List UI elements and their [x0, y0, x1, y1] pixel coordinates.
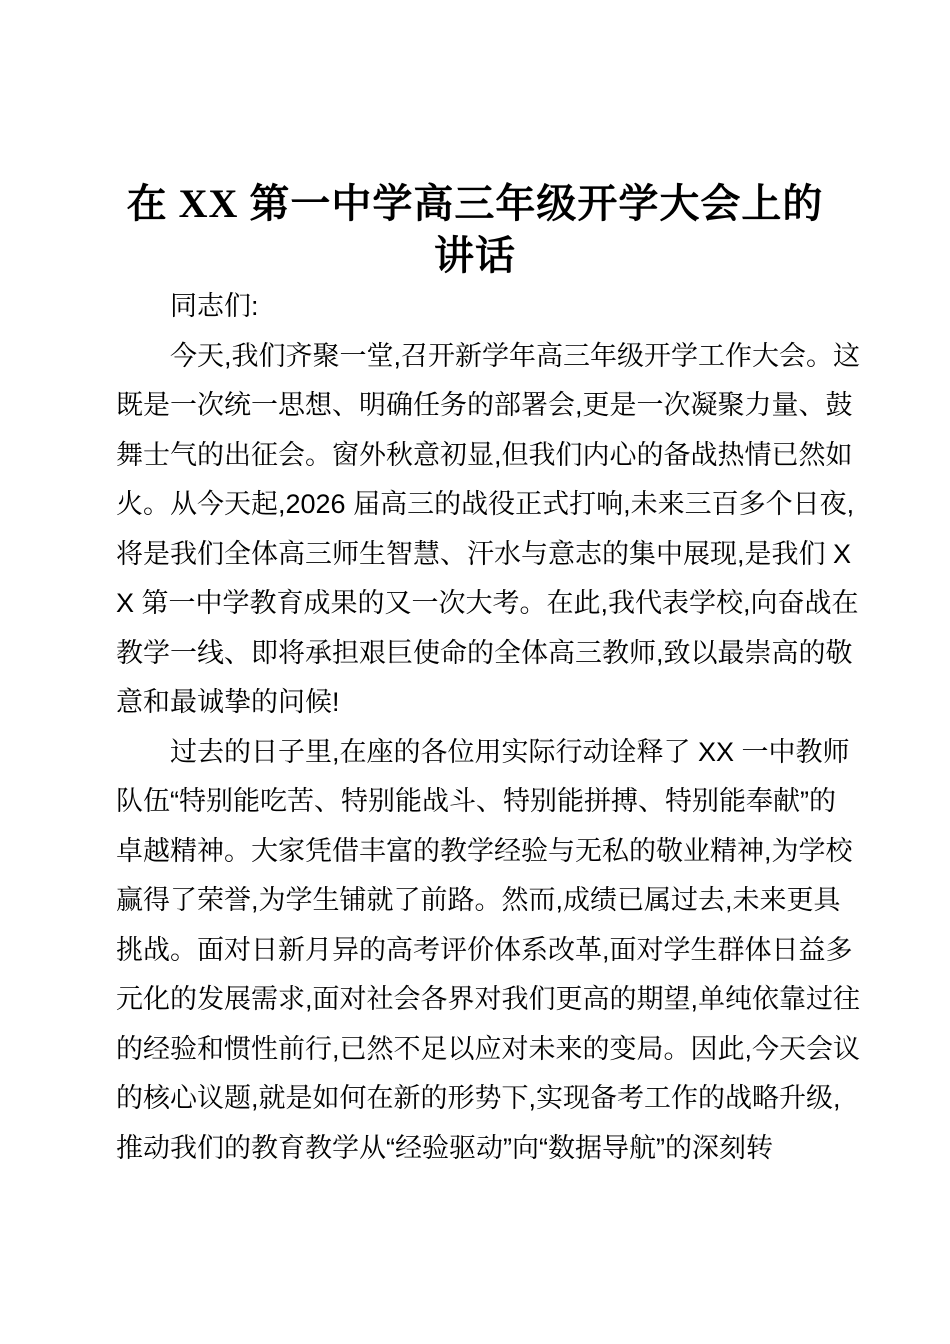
document-title: [85, 178, 865, 282]
paragraph-2: 过去的日子里,在座的各位用实际行动诠释了 XX 一中教师队伍“特别能吃苦、特别能战斗、特别能拼搏、特别能奉献”的卓越精神。大家凭借丰富的教学经验与无私的敬业精神,为学校赢得了荣誉,为学生铺就了前路。然而,成绩已属过去,未来更具挑战。面对日新月异的高考评价体系改革,面对学生群体日益多元化的发展需求,面对社会各界对我们更高的期望,单纯依靠过往的经验和惯性前行,已然不足以应对未来的变局。因此,今天会议的核心议题,就是如何在新的形势下,实现备考工作的战略升级,推动我们的教育教学从“经验驱动”向“数据导航”的深刻转: [116, 736, 861, 1163]
document-title-line-2: 讲话: [434, 233, 516, 278]
document-body: [116, 282, 861, 1173]
paragraph-1: 今天,我们齐聚一堂,召开新学年高三年级开学工作大会。这既是一次统一思想、明确任务的部署会,更是一次凝聚力量、鼓舞士气的出征会。窗外秋意初显,但我们内心的备战热情已然如火。从今天起,2026 届高三的战役正式打响,未来三百多个日夜,将是我们全体高三师生智慧、汗水与意志的集中展现,是我们 XX 第一中学教育成果的又一次大考。在此,我代表学校,向奋战在教学一线、即将承担艰巨使命的全体高三教师,致以最崇高的敬意和最诚挚的问候!: [116, 340, 861, 717]
salutation: 同志们:: [170, 291, 259, 321]
document-title-line-1: 在 XX 第一中学高三年级开学大会上的: [126, 181, 824, 226]
